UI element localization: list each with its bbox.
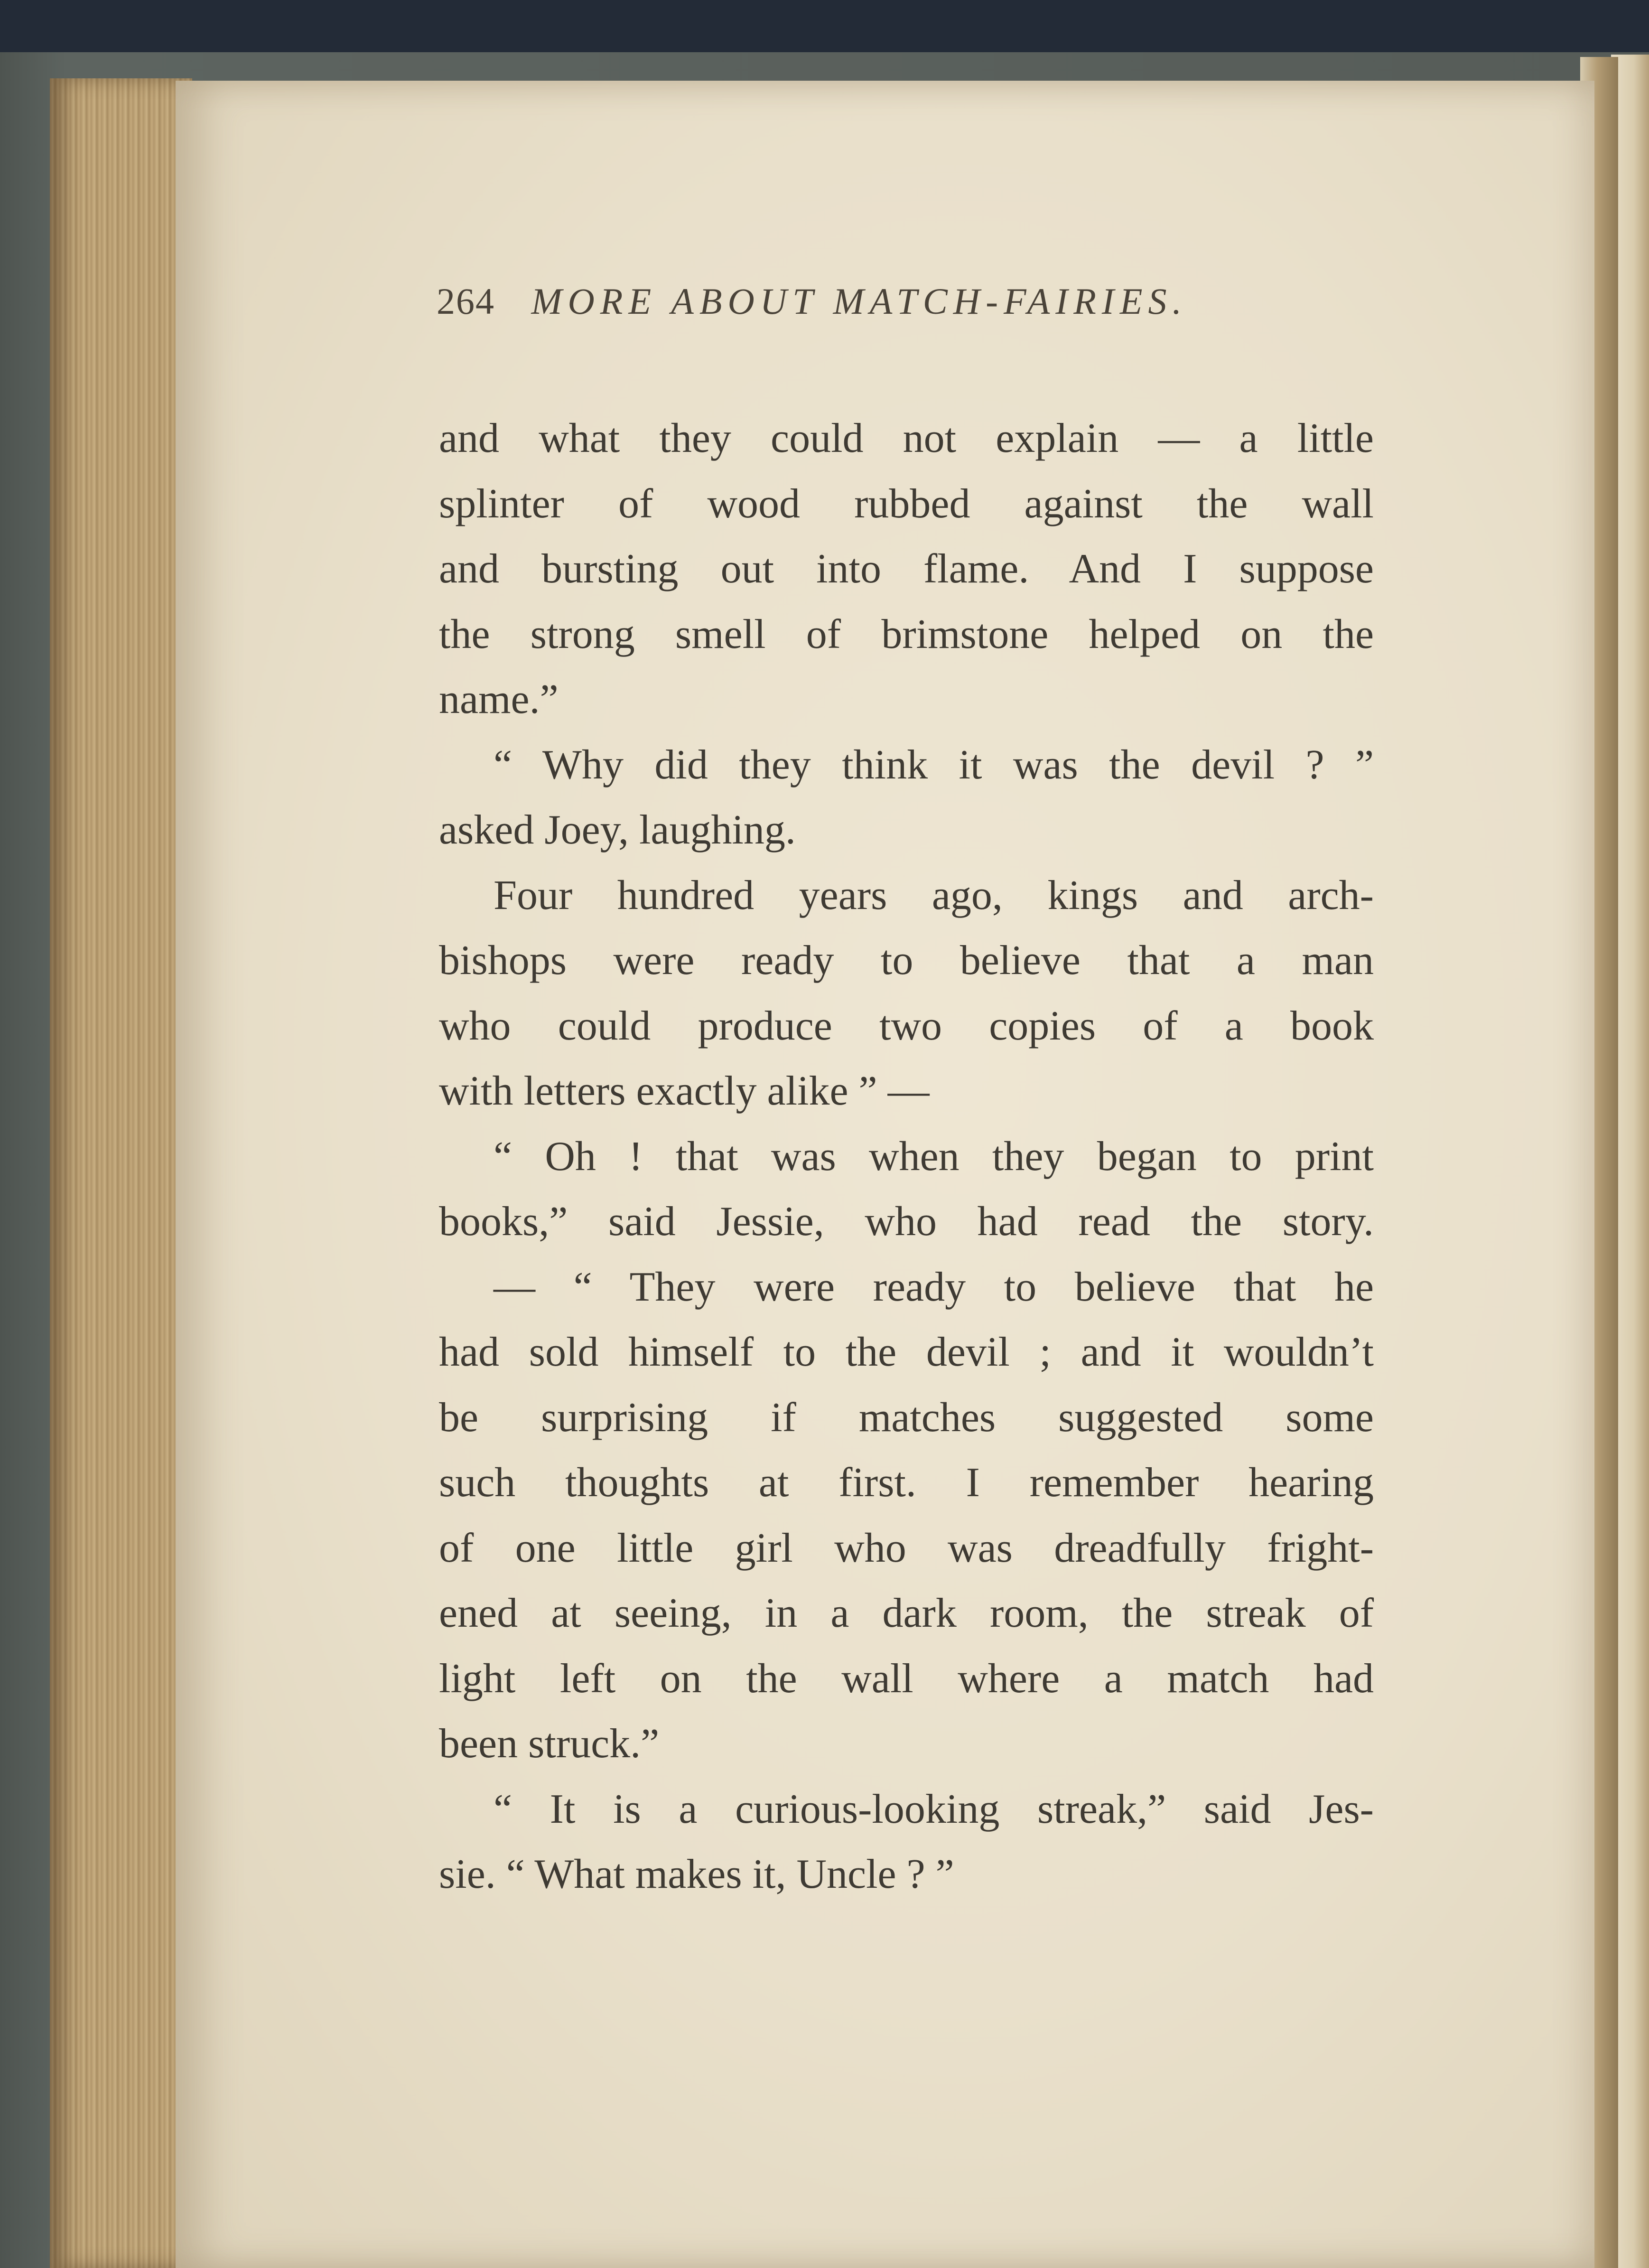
text-line: and what they could not explain — a little xyxy=(439,415,1374,461)
text-line: and bursting out into flame. And I suppose xyxy=(439,546,1374,592)
text-line: of one little girl who was dreadfully fright- xyxy=(439,1525,1374,1571)
text-line: “ Oh ! that was when they began to print xyxy=(494,1133,1374,1180)
text-line: had sold himself to the devil ; and it wouldn’t xyxy=(439,1329,1374,1375)
body-text xyxy=(439,406,1374,1907)
text-line: bishops were ready to believe that a man xyxy=(439,937,1374,984)
text-line: — “ They were ready to believe that he xyxy=(494,1264,1374,1310)
text-line: be surprising if matches suggested some xyxy=(439,1394,1374,1441)
text-line: with letters exactly alike ” — xyxy=(439,1068,930,1114)
text-line: who could produce two copies of a book xyxy=(439,1003,1374,1049)
text-line: the strong smell of brimstone helped on the xyxy=(439,611,1374,657)
text-line: asked Joey, laughing. xyxy=(439,807,796,853)
text-line: “ Why did they think it was the devil ? ” xyxy=(494,741,1374,788)
text-line: splinter of wood rubbed against the wall xyxy=(439,480,1374,527)
running-head xyxy=(437,280,1338,337)
text-line: name.” xyxy=(439,676,559,722)
text-line: been struck.” xyxy=(439,1721,660,1767)
text-line: books,” said Jessie, who had read the story. xyxy=(439,1199,1374,1245)
page-number: 264 xyxy=(437,281,495,322)
text-line: ened at seeing, in a dark room, the streak of xyxy=(439,1590,1374,1636)
text-line: light left on the wall where a match had xyxy=(439,1655,1374,1702)
running-title: MORE ABOUT MATCH-FAIRIES. xyxy=(531,281,1188,322)
page-edges xyxy=(50,78,192,2268)
text-line: Four hundred years ago, kings and arch- xyxy=(494,872,1374,918)
text-line: “ It is a curious-looking streak,” said Jes- xyxy=(494,1786,1374,1832)
text-line: such thoughts at first. I remember hearing xyxy=(439,1460,1374,1506)
text-line: sie. “ What makes it, Uncle ? ” xyxy=(439,1851,954,1897)
